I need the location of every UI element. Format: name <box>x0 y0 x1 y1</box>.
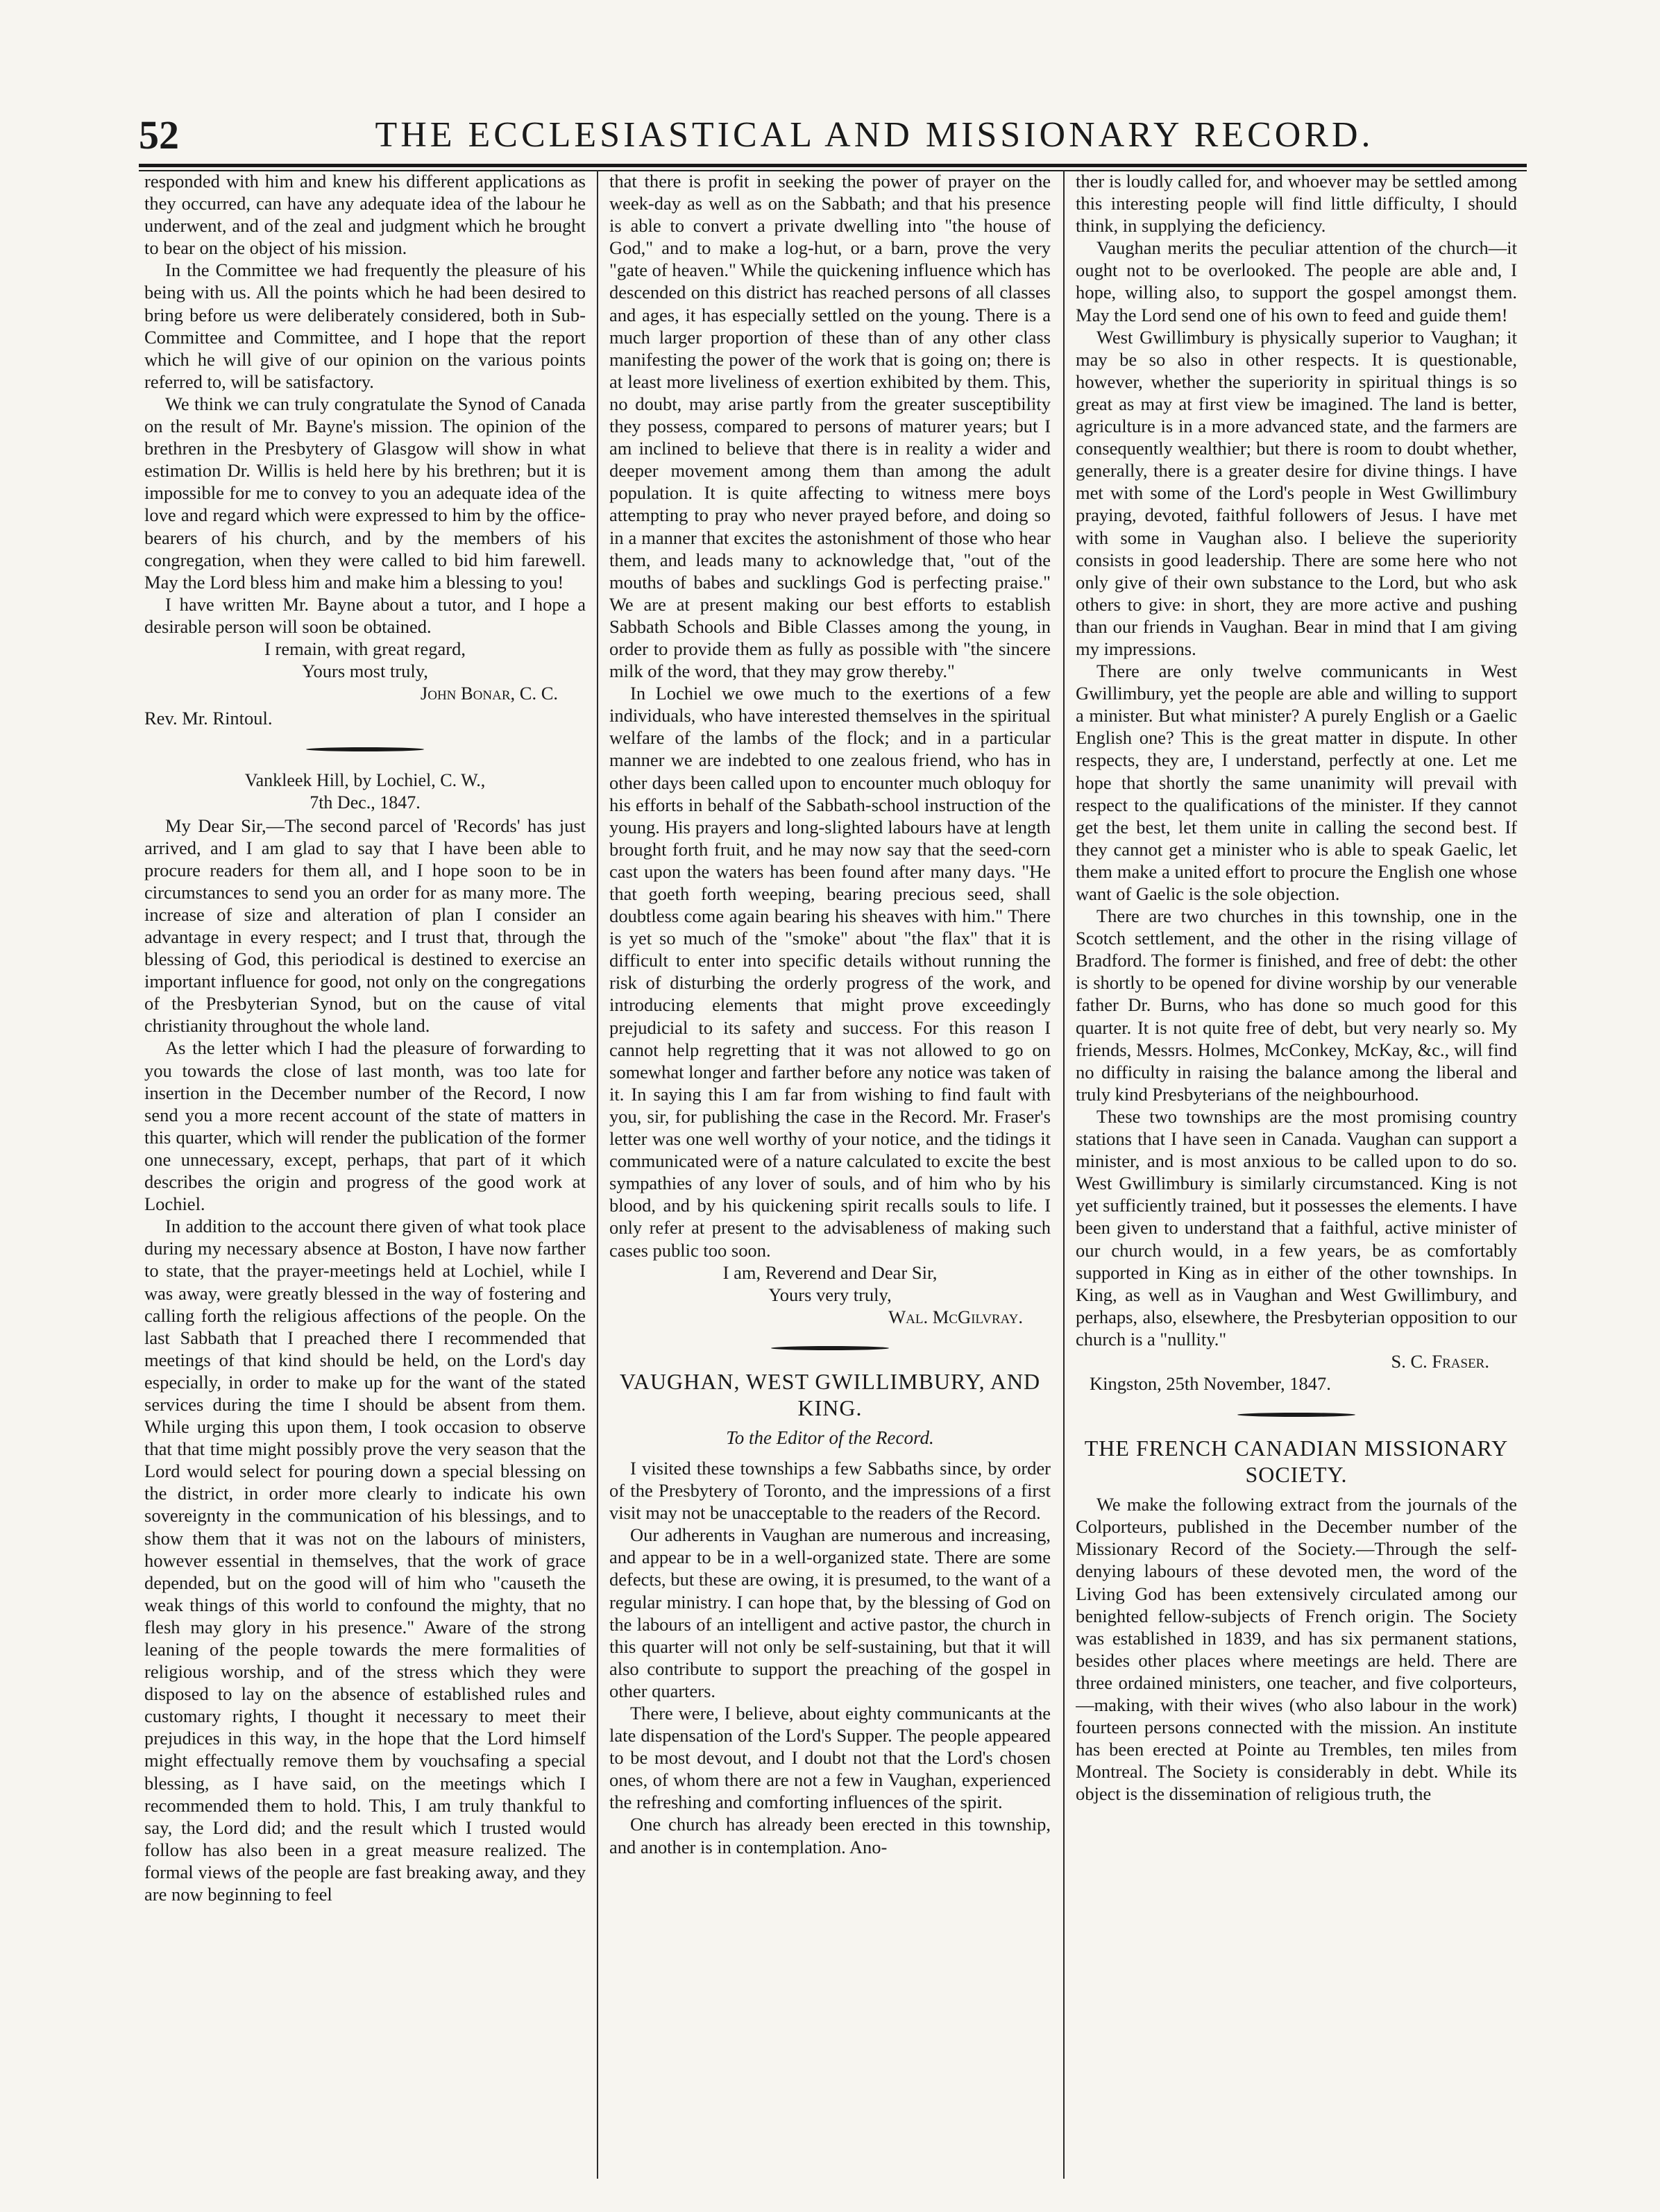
paragraph: One church has already been erected in this township, and another is in contemplation. Ano- <box>609 1814 1051 1857</box>
header-rule-thick <box>139 164 1527 167</box>
paragraph: In Lochiel we owe much to the exertions of a few individuals, who have interested themselves in the spiritual welfare of the lambs of the flock; and in a particular manner we are indebted to one zealous friend, who has in other days been called upon to encounter much obloquy for his efforts in behalf of the Sabbath-school instruction of the young. His prayers and long-slighted labours have at length brought forth fruit, and he may now say that the seed-corn cast upon the waters has been found after many days. "He that goeth forth weeping, bearing precious seed, shall doubtless come again bearing his sheaves with him." There is yet so much of the "smoke" about "the flax" that it is difficult to enter into specific details without running the risk of disturbing the orderly progress of the work, and introducing elements that might prove exceedingly prejudicial to its safety and success. For this reason I cannot help regretting that it was not allowed to go on somewhat longer and farther before any notice was taken of it. In saying this I am far from wishing to find fault with you, sir, for publishing the case in the Record. Mr. Fraser's letter was one well worthy of your notice, and the tidings it communicated were of a nature calculated to excite the best sympathies of any lover of souls, and of him who by his blood, and by his quickening spirit recalls souls to life. I only refer at present to the advisableness of making such cases public too soon. <box>609 683 1051 1261</box>
paragraph: There were, I believe, about eighty communicants at the late dispensation of the Lord's Supper. The people appeared to be most devout, and I doubt not that the Lord's chosen ones, of whom there are not a few in Vaughan, experienced the refreshing and comforting influences of the spirit. <box>609 1703 1051 1813</box>
column-2 <box>609 170 1051 2179</box>
paragraph: We think we can truly congratulate the Synod of Canada on the result of Mr. Bayne's mission. The opinion of the brethren in the Presbytery of Glasgow will show in what estimation Dr. Willis is held here by his brethren; but it is impossible for me to convey to you an adequate idea of the love and regard which were expressed to him by the office-bearers of his church, and by the members of his congregation, when they were called to bid him farewell. May the Lord bless him and make him a blessing to you! <box>144 393 586 593</box>
paragraph: Our adherents in Vaughan are numerous and increasing, and appear to be in a well-organized state. There are some defects, but these are owing, it is presumed, to the want of a regular ministry. I can hope that, by the blessing of God on the labours of an intelligent and active pastor, the church in this quarter will not only be self-sustaining, but that it will also contribute to support the preaching of the gospel in other quarters. <box>609 1524 1051 1701</box>
letter-signature: S. C. Fraser. <box>1391 1350 1489 1372</box>
letter-dateline: Vankleek Hill, by Lochiel, C. W., <box>244 770 486 791</box>
column-rule-right <box>1063 170 1065 2179</box>
section-divider <box>306 747 424 751</box>
letter-dateline: 7th Dec., 1847. <box>310 792 421 813</box>
column-3 <box>1076 170 1517 2179</box>
running-title: THE ECCLESIASTICAL AND MISSIONARY RECORD. <box>375 115 1374 155</box>
letter-closing: Yours very truly, <box>768 1284 892 1305</box>
paragraph: West Gwillimbury is physically superior to Vaughan; it may be so also in other respects. It is questionable, however, whether the superiority in spiritual things is so great as may at first view be imagined. The land is better, agriculture is in a more advanced state, and the farmers are consequently wealthier; but there is room to doubt whether, generally, there is a greater desire for divine things. I have met with some of the Lord's people in West Gwillimbury praying, devoted, faithful followers of Jesus. I have met with some in Vaughan also. I believe the superiority consists in good leadership. There are some here who not only give of their own substance to the Lord, but who ask others to give: in short, they are more active and pushing than our friends in Vaughan. Bear in mind that I am giving my impressions. <box>1076 326 1517 659</box>
letter-addressee: Rev. Mr. Rintoul. <box>144 708 273 729</box>
page-number: 52 <box>139 112 179 158</box>
letter-signature: John Bonar, C. C. <box>420 683 558 704</box>
paragraph: We make the following extract from the journals of the Colporteurs, published in the December number of the Missionary Record of the Society.—Through the self-denying labours of these devoted men, the word of the Living God has been extensively circulated among our benighted fellow-subjects of French origin. The Society was established in 1839, and has six permanent stations, besides other places where meetings are held. There are three ordained ministers, one teacher, and five colporteurs,—making, with their wives (who also labour in the work) fourteen persons connected with the mission. An institute has been erected at Pointe au Trembles, ten miles from Montreal. The Society is considerably in debt. While its object is the dissemination of religious truth, the <box>1076 1494 1517 1805</box>
column-1 <box>144 170 586 2179</box>
section-heading: THE FRENCH CANADIAN MISSIONARY SOCIETY. <box>1084 1436 1509 1488</box>
letter-closing: I am, Reverend and Dear Sir, <box>722 1261 938 1283</box>
page-header <box>139 110 1527 161</box>
paragraph: responded with him and knew his different applications as they occurred, can have any adequate idea of the labour he underwent, and of the zeal and judgment which he brought to bear on the object of his mission. <box>144 171 586 259</box>
section-heading: VAUGHAN, WEST GWILLIMBURY, AND KING. <box>619 1368 1041 1420</box>
paragraph: I have written Mr. Bayne about a tutor, and I hope a desirable person will soon be obtained. <box>144 593 586 637</box>
letter-signature: Wal. McGilvray. <box>888 1306 1023 1327</box>
paragraph: There are only twelve communicants in West Gwillimbury, yet the people are able and willing to support a minister. But what minister? A purely English or a Gaelic English one? This is the great matter in dispute. In other respects, they are, I understand, perfectly at one. Let me hope that shortly the same unanimity will prevail with respect to the qualifications of the minister. If they cannot get the best, let them unite in calling the second best. If they cannot get a minister who is able to speak Gaelic, let them make a united effort to procure the English one whose want of Gaelic is the sole objection. <box>1076 661 1517 904</box>
paragraph: There are two churches in this township, one in the Scotch settlement, and the other in the rising village of Bradford. The former is finished, and free of debt: the other is shortly to be opened for divine worship by our venerable father Dr. Burns, who has done so much good for this quarter. It is not quite free of debt, but very nearly so. My friends, Messrs. Holmes, McConkey, McKay, &c., will find no difficulty in raising the balance among the liberal and truly kind Presbyterians of the neighbourhood. <box>1076 905 1517 1105</box>
paragraph: Vaughan merits the peculiar attention of the church—it ought not to be overlooked. The people are able and, I hope, willing also, to support the gospel amongst them. May the Lord send one of his own to feed and guide them! <box>1076 237 1517 325</box>
paragraph: that there is profit in seeking the power of prayer on the week-day as well as on the Sabbath; and that his presence is able to convert a private dwelling into "the house of God," and to make a log-hut, or a barn, prove the very "gate of heaven." While the quickening influence which has descended on this district has reached persons of all classes and ages, it has especially settled on the young. There is a much larger proportion of these than of any other class manifesting the power of the work that is going on; there is at least more liveliness of exertion exhibited by them. This, no doubt, may arise partly from the greater susceptibility they possess, compared to persons of maturer years; but I am inclined to believe that there is in reality a wider and deeper movement among them than among the adult population. It is quite affecting to witness mere boys attempting to pray who never prayed before, and doing so in a manner that excites the astonishment of those who hear them, and leads many to acknowledge that, "out of the mouths of babes and sucklings God is perfecting praise." We are at present making our best efforts to establish Sabbath Schools and Bible Classes among the young, in order to provide them as fully as possible with "the sincere milk of the word, that they may grow thereby." <box>609 171 1051 682</box>
letter-closing: I remain, with great regard, <box>264 638 466 659</box>
column-rule-left <box>597 170 598 2179</box>
paragraph: These two townships are the most promising country stations that I have seen in Canada. Vaughan can support a minister, and is most anxious to be called upon to do so. West Gwillimbury is similarly circumstanced. King is not yet sufficiently trained, but it possesses the elements. I have been given to understand that a faithful, active minister of our church would, in a few years, be as comfortably supported in King as in either of the other townships. In King, as well as in Vaughan and West Gwillimbury, and perhaps, also, elsewhere, the Presbyterian opposition to our church is a "nullity." <box>1076 1105 1517 1350</box>
paragraph: As the letter which I had the pleasure of forwarding to you towards the close of last month, was too late for insertion in the December number of the Record, I now send you a more recent account of the state of matters in this quarter, which will render the publication of the former one unnecessary, except, perhaps, that part of it which describes the origin and progress of the good work at Lochiel. <box>144 1037 586 1215</box>
paragraph: ther is loudly called for, and whoever may be settled among this interesting people will find little difficulty, I should think, in supplying the deficiency. <box>1076 171 1517 237</box>
letter-place-date: Kingston, 25th November, 1847. <box>1090 1373 1331 1395</box>
paragraph: In the Committee we had frequently the pleasure of his being with us. All the points which he had been desired to bring before us were deliberately considered, both in Sub-Committee and Committee, and I hope that the report which he will give of our opinion on the various points referred to, will be satisfactory. <box>144 260 586 392</box>
paragraph: My Dear Sir,—The second parcel of 'Records' has just arrived, and I am glad to say that I have been able to procure readers for them all, and I hope soon to be in circumstances to send you an order for as many more. The increase of size and alteration of plan I consider an advantage in every respect; and I trust that, through the blessing of God, this periodical is destined to exercise an important influence for good, not only on the congregations of the Presbyterian Synod, but on the cause of vital christianity throughout the whole land. <box>144 815 586 1037</box>
section-divider <box>771 1346 889 1350</box>
paragraph: In addition to the account there given of what took place during my necessary absence at Boston, I have now farther to state, that the prayer-meetings held at Lochiel, while I was away, were greatly blessed in the way of fostering and calling forth the religious affections of the people. On the last Sabbath that I preached there I recommended that meetings of that kind should be held, on the Lord's day especially, in order to make up for the want of the stated services during the time I should be absent from them. While urging this upon them, I took occasion to observe that that time might possibly prove the very season that the Lord would select for pouring down a special blessing on the district, in order more clearly to indicate his own sovereignty in the communication of his blessings, and to show them that it was not on the labours of ministers, however essential in themselves, that the work of grace depended, but on the good will of him who "causeth the weak things of this world to confound the mighty, that no flesh may glory in his presence." Aware of the strong leaning of the people towards the mere formalities of religious worship, and of the stress which they were disposed to lay on the absence of established rules and customary rights, I thought it necessary to meet their prejudices in this way, in the hope that the Lord himself might effectually remove them by vouchsafing a special blessing, as I have said, on the meetings which I recommended them to hold. This, I am truly thankful to say, the Lord did; and the result which I trusted would follow has also been in a great measure realized. The formal views of the people are fast breaking away, and they are now beginning to feel <box>144 1216 586 1905</box>
paragraph: I visited these townships a few Sabbaths since, by order of the Presbytery of Toronto, and the impressions of a first visit may not be unacceptable to the readers of the Record. <box>609 1457 1051 1524</box>
letter-closing: Yours most truly, <box>302 661 428 682</box>
section-divider <box>1237 1413 1355 1417</box>
section-subheading: To the Editor of the Record. <box>726 1427 934 1448</box>
